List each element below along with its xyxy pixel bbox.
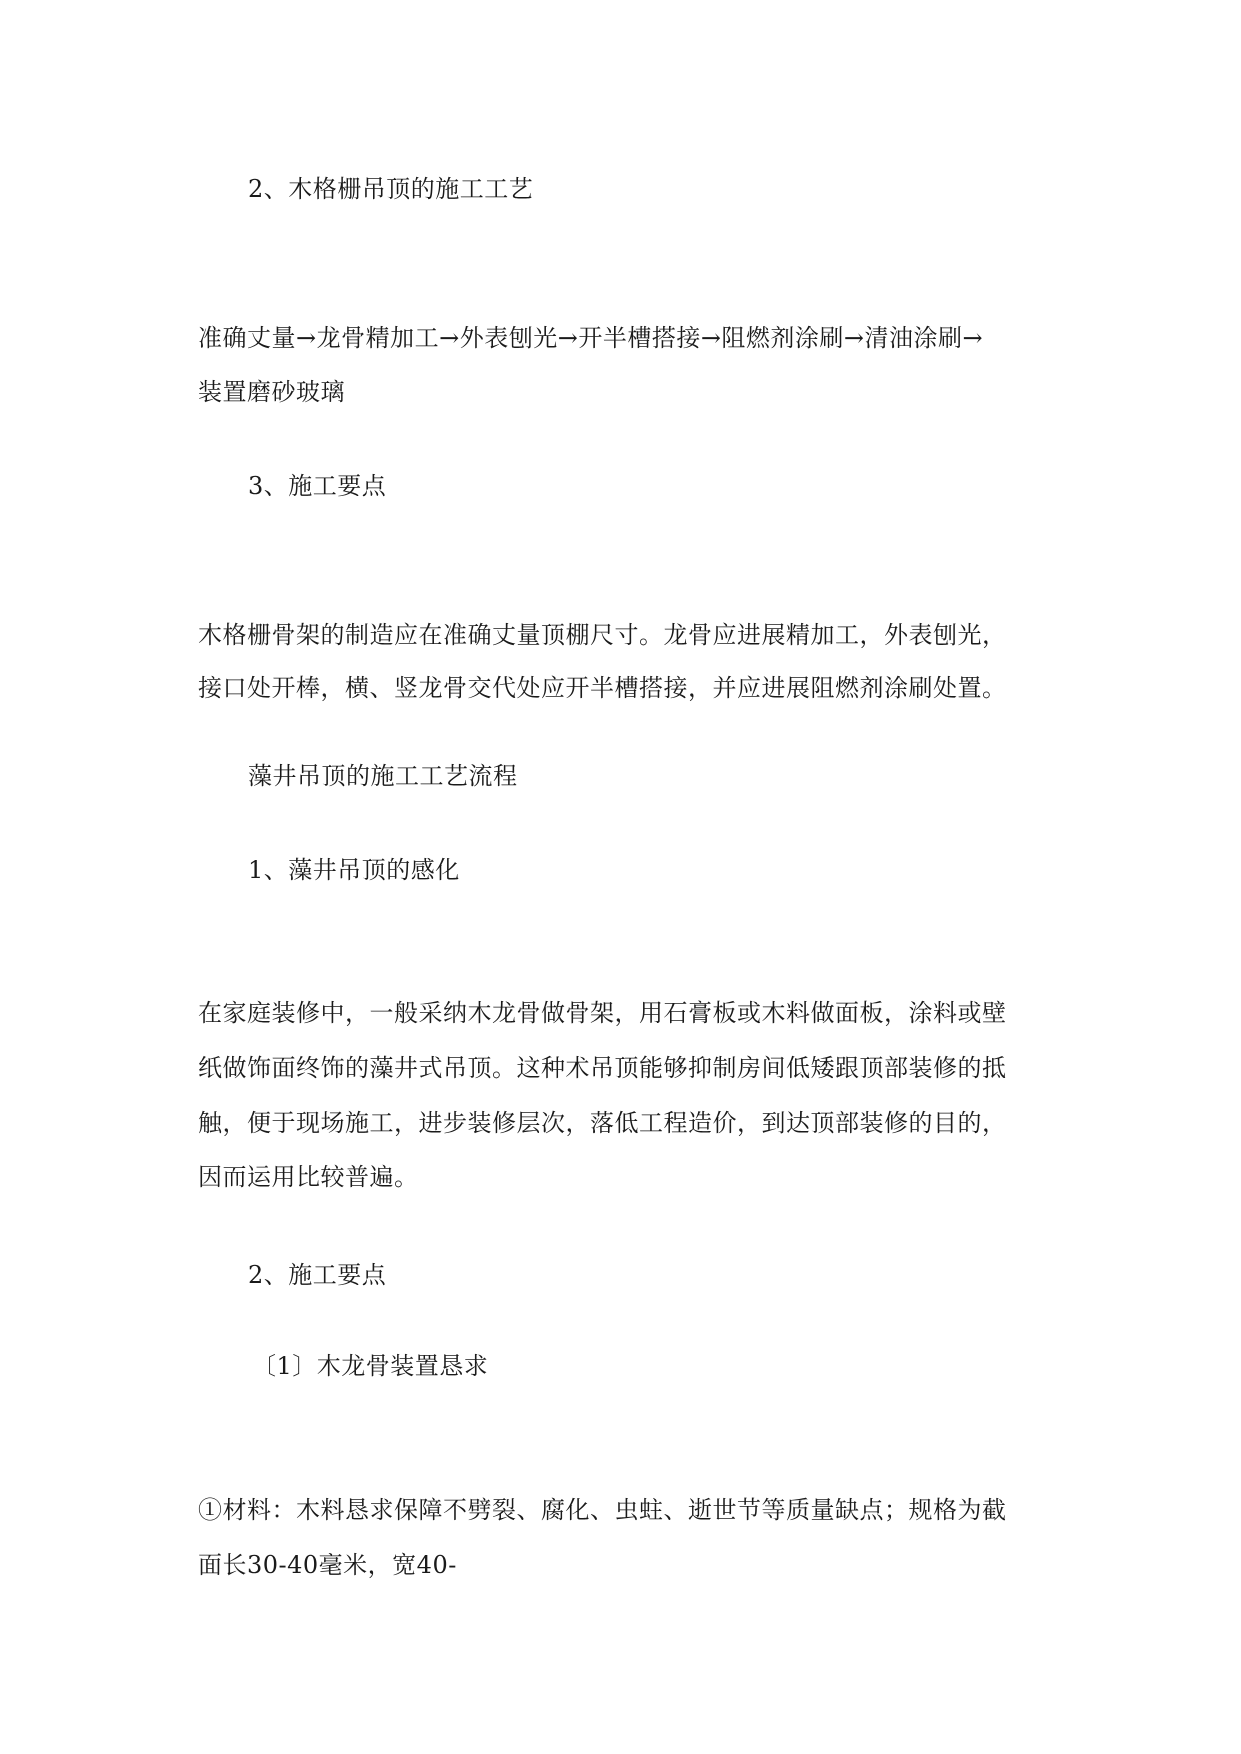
heading-wood-keel-requirements: 〔1〕木龙骨装置恳求 <box>252 1352 489 1380</box>
heading-construction-points: 3、施工要点 <box>248 472 387 500</box>
heading-caisson-function: 1、藻井吊顶的感化 <box>248 856 460 884</box>
paragraph-line: 准确丈量→龙骨精加工→外表刨光→开半槽搭接→阻燃剂涂刷→清油涂刷→ <box>198 324 984 352</box>
paragraph-line: 木格栅骨架的制造应在准确丈量顶棚尺寸。龙骨应进展精加工，外表刨光， <box>198 621 1007 649</box>
paragraph-line: 面长30-40毫米，宽40- <box>198 1551 457 1579</box>
paragraph-line: 因而运用比较普遍。 <box>198 1163 419 1191</box>
paragraph-line: 在家庭装修中，一般采纳木龙骨做骨架，用石膏板或木料做面板，涂料或壁 <box>198 999 1007 1027</box>
heading-wood-grille-process: 2、木格栅吊顶的施工工艺 <box>248 175 534 203</box>
paragraph-line: 触，便于现场施工，进步装修层次，落低工程造价，到达顶部装修的目的， <box>198 1109 1007 1137</box>
paragraph-line: 装置磨砂玻璃 <box>198 378 345 406</box>
paragraph-line: 接口处开棒，横、竖龙骨交代处应开半槽搭接，并应进展阻燃剂涂刷处置。 <box>198 674 1007 702</box>
heading-caisson-process: 藻井吊顶的施工工艺流程 <box>248 762 518 790</box>
paragraph-line: ①材料：木料恳求保障不劈裂、腐化、虫蛀、逝世节等质量缺点；规格为截 <box>198 1496 1007 1524</box>
paragraph-line: 纸做饰面终饰的藻井式吊顶。这种术吊顶能够抑制房间低矮跟顶部装修的抵 <box>198 1054 1007 1082</box>
heading-construction-points-2: 2、施工要点 <box>248 1261 387 1289</box>
